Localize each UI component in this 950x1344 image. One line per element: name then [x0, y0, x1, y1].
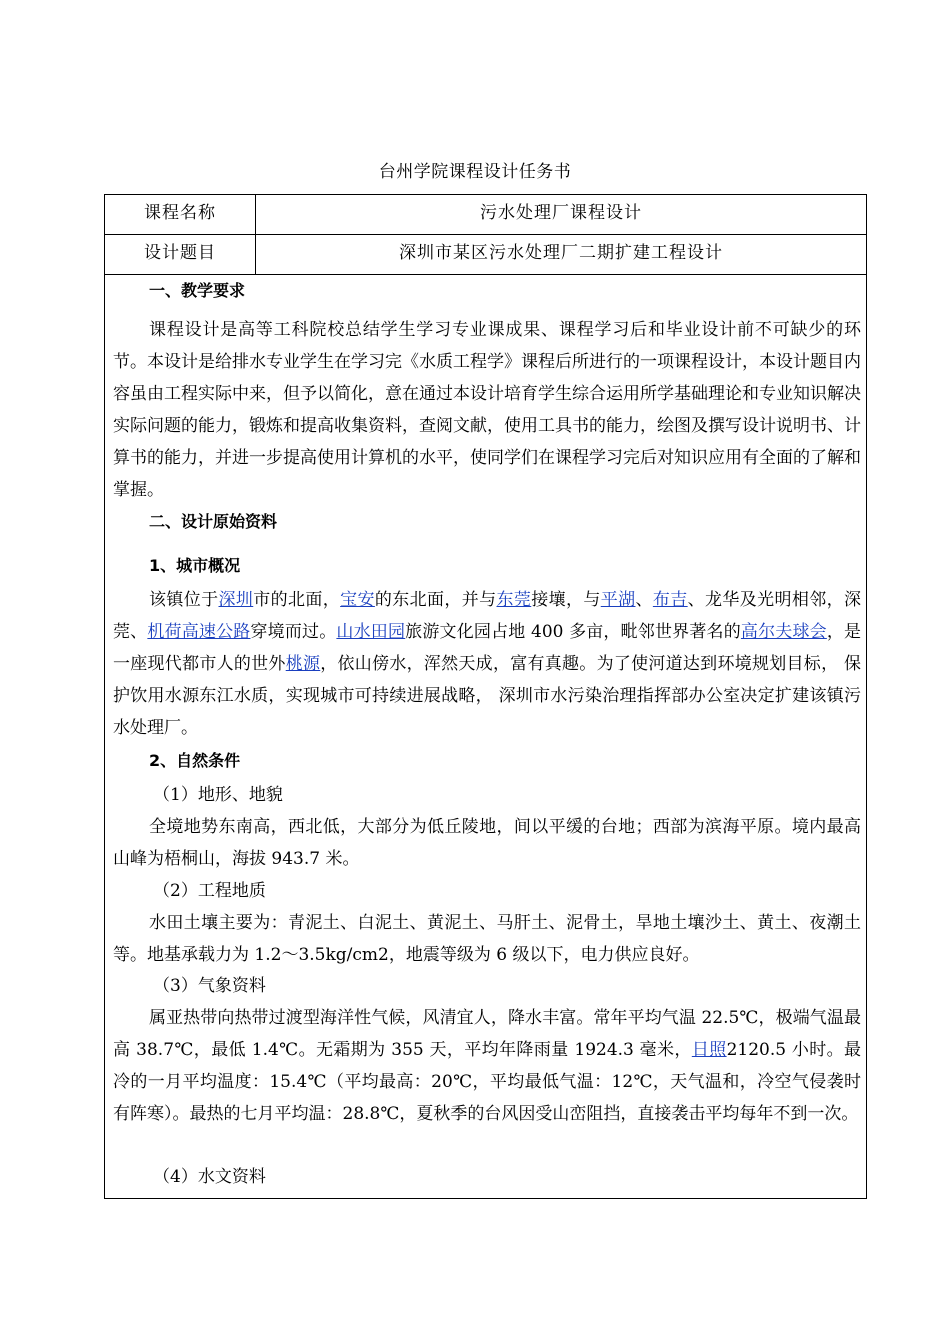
- natural-conditions-heading: 2、自然条件: [149, 751, 241, 770]
- link-dongguan[interactable]: 东莞: [496, 590, 532, 610]
- link-jihe-expressway[interactable]: 机荷高速公路: [147, 622, 251, 642]
- city-overview-heading: 1、城市概况: [149, 556, 241, 575]
- link-taoyuan[interactable]: 桃源: [285, 654, 321, 674]
- geology-heading: （2）工程地质: [153, 881, 266, 901]
- terrain-heading: （1）地形、地貌: [153, 785, 283, 805]
- teaching-requirements-paragraph: 课程设计是高等工科院校总结学生学习专业课成果、课程学习后和毕业设计前不可缺少的环节。本设计是给排水专业学生在学习完《水质工程学》课程后所进行的一项课程设计，本设计题目内容虽由工程实际中来，但予以简化，意在通过本设计培育学生综合运用所学基础理论和专业知识解决实际问题的能力，锻炼和提高收集资料，查阅文献，使用工具书的能力，绘图及撰写设计说明书、计算书的能力，并进一步提高使用计算机的水平，使同学们在课程学习完后对知识应用有全面的了解和掌握。: [113, 320, 861, 500]
- link-shanshui-tianyuan[interactable]: 山水田园: [336, 622, 406, 642]
- weather-paragraph: 属亚热带向热带过渡型海洋性气候，风清宜人，降水丰富。常年平均气温 22.5℃，极端气温最高 38.7℃，最低 1.4℃。无霜期为 355 天，平均年降雨量 1924.3 毫米，日照2120.5 小时。最冷的一月平均温度：15.4℃（平均最高：20℃，平均最低气温：12℃，天气温和，冷空气侵袭时有阵寒）。最热的七月平均温：28.8℃，夏秋季的台风因受山峦阻挡，直接袭击平均每年不到一次。: [113, 1008, 862, 1124]
- task-content: [105, 275, 866, 1198]
- link-shenzhen[interactable]: 深圳: [218, 590, 254, 610]
- geology-paragraph: 水田土壤主要为：青泥土、白泥土、黄泥土、马肝土、泥骨土，旱地土壤沙土、黄土、夜潮土等。地基承载力为 1.2～3.5kg/cm2，地震等级为 6 级以下，电力供应良好。: [113, 913, 861, 965]
- link-sunshine[interactable]: 日照: [691, 1040, 727, 1060]
- task-table: [104, 194, 867, 1199]
- course-name-row: [105, 195, 866, 235]
- link-golf-club[interactable]: 高尔夫球会: [740, 622, 827, 642]
- course-name-value: 污水处理厂课程设计: [480, 203, 642, 223]
- section-teaching-requirements-heading: 一、教学要求: [149, 281, 246, 300]
- link-pinghu[interactable]: 平湖: [600, 590, 636, 610]
- course-name-label: 课程名称: [105, 195, 256, 234]
- design-topic-row: [105, 235, 866, 275]
- terrain-paragraph: 全境地势东南高，西北低，大部分为低丘陵地，间以平缓的台地；西部为滨海平原。境内最高山峰为梧桐山，海拔 943.7 米。: [113, 817, 861, 869]
- weather-heading: （3）气象资料: [153, 976, 266, 996]
- document-title: 台州学院课程设计任务书: [378, 162, 572, 182]
- design-topic-label: 设计题目: [105, 235, 256, 274]
- section-design-data-heading: 二、设计原始资料: [149, 512, 278, 531]
- link-baoan[interactable]: 宝安: [340, 590, 375, 610]
- city-overview-paragraph: 该镇位于深圳市的北面，宝安的东北面，并与东莞接壤，与平湖、布吉、龙华及光明相邻，深莞、机荷高速公路穿境而过。山水田园旅游文化园占地 400 多亩，毗邻世界著名的高尔夫球会，是一座现代都市人的世外桃源，依山傍水，浑然天成，富有真趣。为了使河道达到环境规划目标， 保护饮用水源东江水质，实现城市可持续进展战略， 深圳市水污染治理指挥部办公室决定扩建该镇污水处理厂。: [113, 590, 862, 738]
- design-topic-value: 深圳市某区污水处理厂二期扩建工程设计: [399, 243, 723, 263]
- hydrology-heading: （4）水文资料: [153, 1167, 266, 1187]
- link-buji[interactable]: 布吉: [652, 590, 688, 610]
